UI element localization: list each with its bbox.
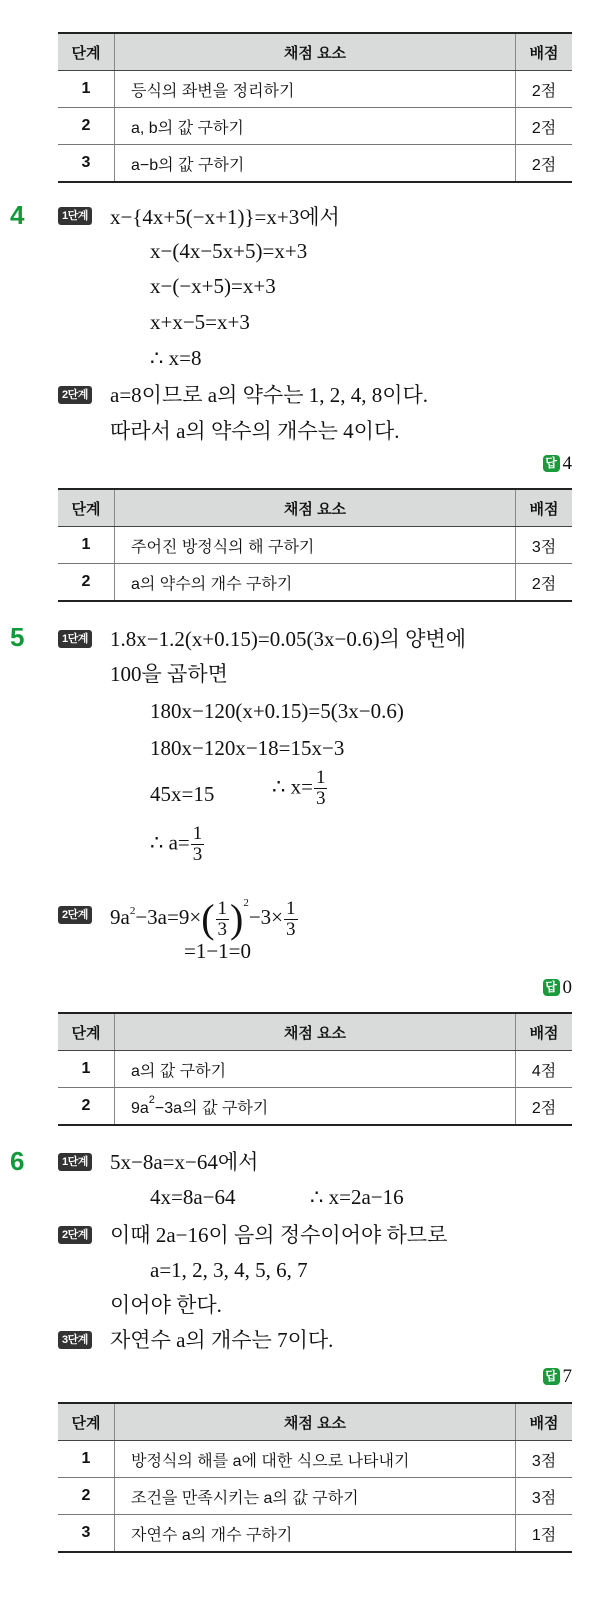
table-row: 2 a, b의 값 구하기 2점	[58, 108, 572, 145]
col-step: 단계	[58, 33, 115, 71]
solution-line: x−(−x+5)=x+3	[150, 274, 276, 298]
step-badge: 1단계	[58, 630, 92, 648]
problem-number: 4	[10, 200, 25, 230]
solution-line: $9a^2-3a=9\times$( $\frac{1}{3}$ )$^2$−3× $\frac{1}{3}$	[110, 896, 296, 942]
table-row: 2 $9a^2-3a$의 값 구하기 2점	[58, 1088, 572, 1126]
problem-number: 5	[10, 622, 25, 652]
scoring-table-5: 단계 채점 요소 배점 1 a의 값 구하기 4점 2 $9a^2-3a$의 값 구하기 2점	[58, 1012, 572, 1126]
answer: 답 0	[543, 977, 573, 999]
solution-line: x−{4x+5(−x+1)}=x+3에서	[110, 205, 340, 229]
step-badge: 1단계	[58, 1153, 92, 1171]
step-badge: 1단계	[58, 207, 92, 225]
step-badge: 2단계	[58, 906, 92, 924]
solution-line: ∴ x= $\frac{1}{3}$	[272, 767, 326, 809]
answer: 답 7	[543, 1366, 573, 1388]
solution-line: 따라서 a의 약수의 개수는 4이다.	[110, 419, 400, 443]
table-row: 3 자연수 a의 개수 구하기 1점	[58, 1515, 572, 1553]
scoring-table-6: 단계 채점 요소 배점 1 방정식의 해를 a에 대한 식으로 나타내기 3점 2 조건을 만족시키는 a의 값 구하기 3점 3 자연수 a의 개수 구하기 1점	[58, 1402, 572, 1553]
answer-icon: 답	[543, 1368, 560, 1385]
solution-line: 5x−8a=x−64에서	[110, 1150, 259, 1174]
solution-line: ∴ x=8	[150, 346, 202, 370]
table-row: 1 주어진 방정식의 해 구하기 3점	[58, 527, 572, 564]
solution-line: 100을 곱하면	[110, 662, 228, 686]
table-row: 3 a−b의 값 구하기 2점	[58, 145, 572, 183]
table-row: 2 조건을 만족시키는 a의 값 구하기 3점	[58, 1478, 572, 1515]
solution-line: 이때 2a−16이 음의 정수이어야 하므로	[110, 1223, 448, 1247]
table-row: 2 a의 약수의 개수 구하기 2점	[58, 564, 572, 602]
fraction: $\frac{1}{3}$	[192, 823, 203, 865]
problem-number: 6	[10, 1146, 25, 1176]
solution-line: a=1, 2, 3, 4, 5, 6, 7	[150, 1258, 308, 1282]
scoring-table-3	[58, 32, 572, 183]
solution-line: =1−1=0	[184, 939, 252, 963]
solution-line: x+x−5=x+3	[150, 310, 250, 334]
solution-line: 4x=8a−64	[150, 1185, 236, 1209]
fraction: $\frac{1}{3}$	[315, 767, 326, 809]
answer-icon: 답	[543, 979, 560, 996]
step-badge: 2단계	[58, 1226, 92, 1244]
scoring-table-4: 단계 채점 요소 배점 1 주어진 방정식의 해 구하기 3점 2 a의 약수의 개수 구하기 2점	[58, 488, 572, 602]
answer: 답 4	[543, 453, 573, 475]
col-item: 채점 요소	[115, 33, 516, 71]
step-badge: 3단계	[58, 1331, 92, 1349]
solution-line: 1.8x−1.2(x+0.15)=0.05(3x−0.6)의 양변에	[110, 627, 466, 651]
table-row: 1 a의 값 구하기 4점	[58, 1051, 572, 1088]
answer-icon: 답	[543, 455, 560, 472]
table-row: 1 방정식의 해를 a에 대한 식으로 나타내기 3점	[58, 1441, 572, 1478]
table-row: 1 등식의 좌변을 정리하기 2점	[58, 71, 572, 108]
solution-line: 180x−120(x+0.15)=5(3x−0.6)	[150, 699, 404, 723]
col-score: 배점	[516, 33, 573, 71]
solution-line: 45x=15	[150, 782, 215, 806]
solution-line: 자연수 a의 개수는 7이다.	[110, 1328, 334, 1352]
solution-line: 180x−120x−18=15x−3	[150, 736, 345, 760]
solution-line: ∴ a= $\frac{1}{3}$	[150, 823, 203, 865]
solution-line: 이어야 한다.	[110, 1293, 222, 1317]
step-badge: 2단계	[58, 386, 92, 404]
solution-line: ∴ x=2a−16	[310, 1185, 404, 1209]
solution-line: a=8이므로 a의 약수는 1, 2, 4, 8이다.	[110, 383, 429, 407]
solution-line: x−(4x−5x+5)=x+3	[150, 239, 308, 263]
